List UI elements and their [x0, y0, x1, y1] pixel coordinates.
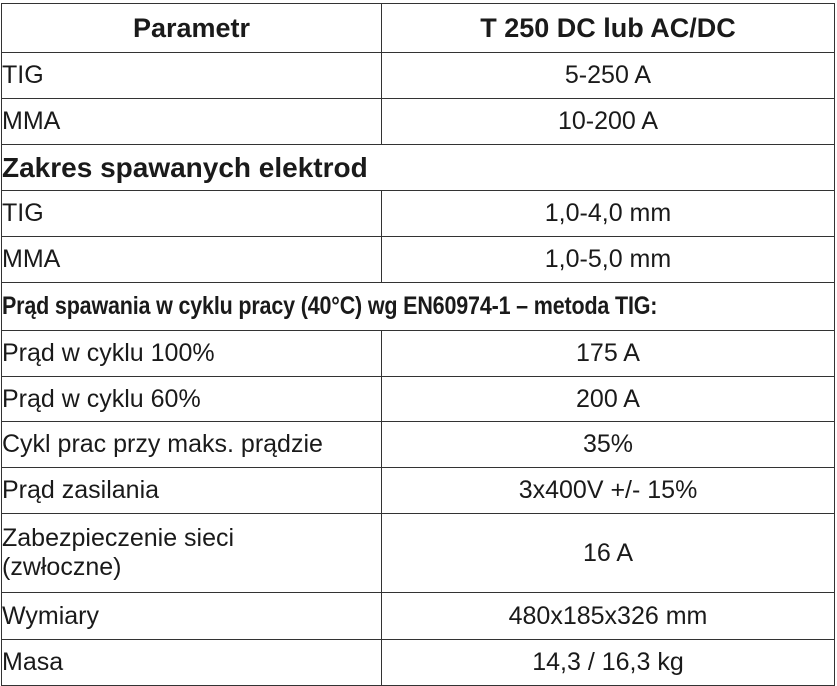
table-row: [2, 377, 835, 422]
row-value: 1,0-5,0 mm: [382, 237, 835, 283]
spec-table: [1, 3, 835, 686]
row-label: Masa: [2, 640, 382, 686]
table-row: [2, 331, 835, 377]
header-parameter: Parametr: [2, 4, 382, 53]
row-label: Prąd w cyklu 60%: [2, 377, 382, 422]
table-row: [2, 237, 835, 283]
row-label: Prąd w cyklu 100%: [2, 331, 382, 377]
row-label-line1: Zabezpieczenie sieci: [2, 524, 235, 553]
row-value: 16 A: [382, 514, 835, 593]
row-label: MMA: [2, 237, 382, 283]
table-row: [2, 191, 835, 237]
table-row: [2, 514, 835, 593]
table-row: [2, 468, 835, 514]
row-value: 1,0-4,0 mm: [382, 191, 835, 237]
section-row-duty-cycle: [2, 283, 835, 331]
row-label-line2: (zwłoczne): [2, 553, 122, 581]
row-value: 3x400V +/- 15%: [382, 468, 835, 514]
section-row-electrodes: [2, 145, 835, 191]
table-row: [2, 640, 835, 686]
row-value: 480x185x326 mm: [382, 593, 835, 640]
row-value: 14,3 / 16,3 kg: [382, 640, 835, 686]
row-label: MMA: [2, 99, 382, 145]
row-value: 200 A: [382, 377, 835, 422]
row-value: 35%: [382, 422, 835, 468]
row-label: Prąd zasilania: [2, 468, 382, 514]
table-row: [2, 53, 835, 99]
row-label: TIG: [2, 53, 382, 99]
table-row: [2, 422, 835, 468]
header-model: T 250 DC lub AC/DC: [382, 4, 835, 53]
row-label: [2, 514, 382, 593]
row-label: TIG: [2, 191, 382, 237]
row-value: 5-250 A: [382, 53, 835, 99]
table-header-row: [2, 4, 835, 53]
section-title-duty-cycle: [2, 283, 835, 331]
row-label: Cykl prac przy maks. prądzie: [2, 422, 382, 468]
row-label: Wymiary: [2, 593, 382, 640]
table-row: [2, 99, 835, 145]
table-row: [2, 593, 835, 640]
section-title-duty-cycle-text: Prąd spawania w cyklu pracy (40°C) wg EN60974-1 – metoda TIG:: [2, 292, 658, 320]
section-title-electrodes: Zakres spawanych elektrod: [2, 145, 835, 191]
row-value: 175 A: [382, 331, 835, 377]
row-value: 10-200 A: [382, 99, 835, 145]
